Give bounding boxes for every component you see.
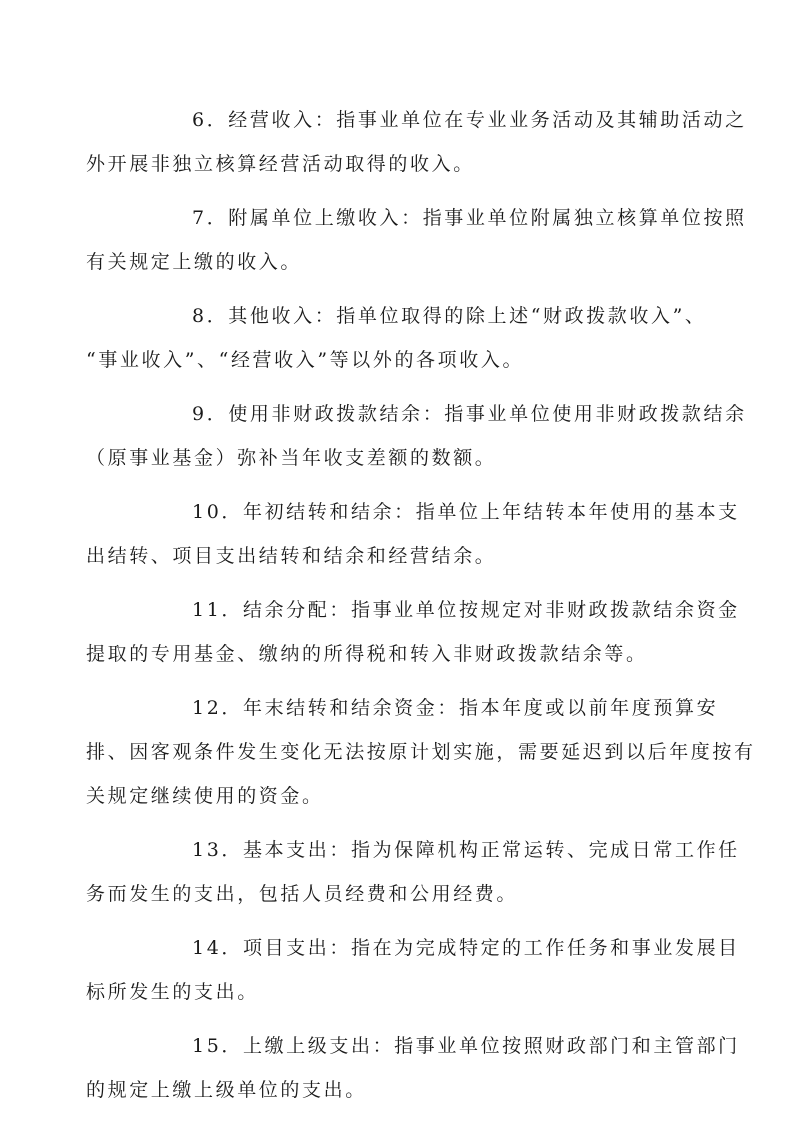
paragraph-line: 6．经营收入：指事业单位在专业业务活动及其辅助活动之 bbox=[192, 109, 747, 131]
paragraph-line: 有关规定上缴的收入。 bbox=[86, 251, 303, 273]
paragraph-line: 9．使用非财政拨款结余：指事业单位使用非财政拨款结余 bbox=[192, 403, 747, 425]
paragraph-12 bbox=[86, 686, 756, 818]
document-body bbox=[86, 98, 756, 1122]
paragraph-line: 出结转、项目支出结转和结余和经营结余。 bbox=[86, 545, 497, 567]
paragraph-15 bbox=[86, 1024, 746, 1112]
paragraph-6 bbox=[86, 98, 746, 186]
paragraph-14 bbox=[86, 926, 746, 1014]
paragraph-line: 关规定继续使用的资金。 bbox=[86, 785, 324, 807]
paragraph-line: 标所发生的支出。 bbox=[86, 981, 259, 1003]
paragraph-line: 14．项目支出：指在为完成特定的工作任务和事业发展目 bbox=[192, 937, 740, 959]
paragraph-line: （原事业基金）弥补当年收支差额的数额。 bbox=[86, 447, 497, 469]
paragraph-line: 提取的专用基金、缴纳的所得税和转入非财政拨款结余等。 bbox=[86, 643, 648, 665]
paragraph-line: 务而发生的支出，包括人员经费和公用经费。 bbox=[86, 883, 519, 905]
paragraph-11 bbox=[86, 588, 746, 676]
paragraph-line: “事业收入”、“经营收入”等以外的各项收入。 bbox=[86, 349, 525, 371]
paragraph-line: 7．附属单位上缴收入：指事业单位附属独立核算单位按照 bbox=[192, 207, 747, 229]
paragraph-line: 13．基本支出：指为保障机构正常运转、完成日常工作任 bbox=[192, 839, 740, 861]
paragraph-line: 10．年初结转和结余：指单位上年结转本年使用的基本支 bbox=[192, 501, 740, 523]
paragraph-line: 15．上缴上级支出：指事业单位按照财政部门和主管部门 bbox=[192, 1035, 740, 1057]
paragraph-8 bbox=[86, 294, 746, 382]
paragraph-10 bbox=[86, 490, 746, 578]
paragraph-line: 的规定上缴上级单位的支出。 bbox=[86, 1079, 367, 1101]
paragraph-9 bbox=[86, 392, 746, 480]
paragraph-line: 排、因客观条件发生变化无法按原计划实施，需要延迟到以后年度按有 bbox=[86, 741, 756, 763]
paragraph-line: 外开展非独立核算经营活动取得的收入。 bbox=[86, 153, 475, 175]
paragraph-13 bbox=[86, 828, 746, 916]
paragraph-line: 12．年末结转和结余资金：指本年度或以前年度预算安 bbox=[192, 697, 719, 719]
paragraph-7 bbox=[86, 196, 746, 284]
paragraph-line: 8．其他收入：指单位取得的除上述“财政拨款收入”、 bbox=[192, 305, 707, 327]
paragraph-line: 11．结余分配：指事业单位按规定对非财政拨款结余资金 bbox=[192, 599, 740, 621]
